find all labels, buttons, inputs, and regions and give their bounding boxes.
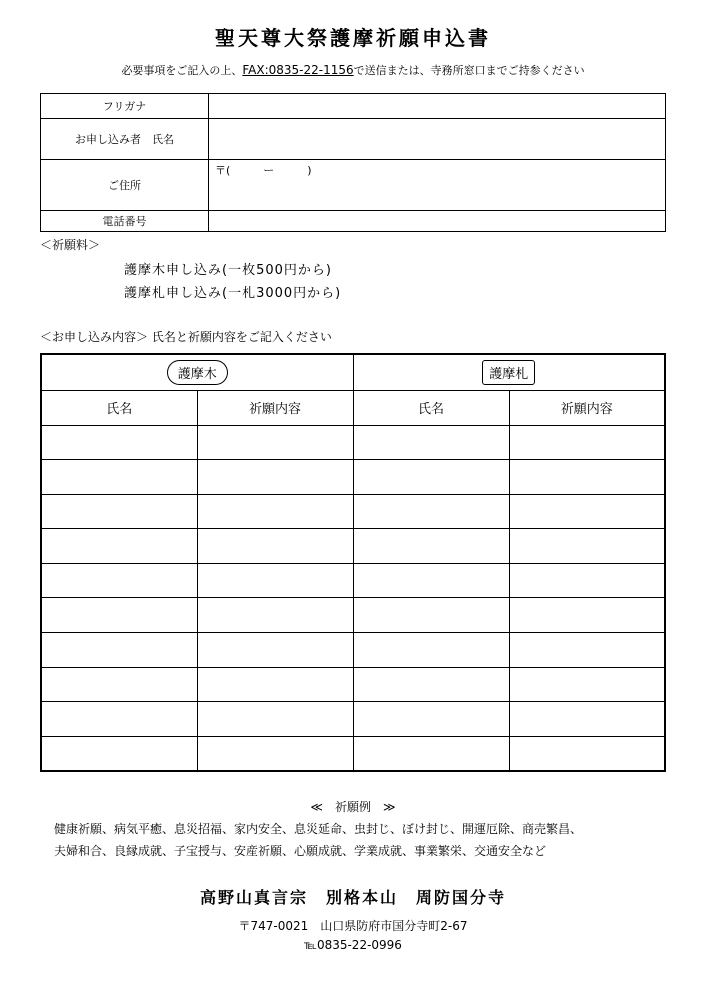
fuda-wish-cell[interactable]: [509, 598, 665, 633]
examples-line-1: 健康祈願、病気平癒、息災招福、家内安全、息災延命、虫封じ、ぼけ封じ、開運厄除、商売繁昌、: [54, 822, 583, 836]
col-wish-header: 祈願内容: [509, 390, 665, 425]
order-row: [41, 702, 665, 737]
furigana-label: フリガナ: [41, 94, 209, 119]
fuda-wish-cell[interactable]: [509, 633, 665, 668]
instruction-text-before: 必要事項をご記入の上、: [121, 64, 243, 77]
fuda-name-cell[interactable]: [353, 460, 509, 495]
wood-name-cell[interactable]: [41, 667, 197, 702]
wood-wish-cell[interactable]: [197, 460, 353, 495]
wood-wish-cell[interactable]: [197, 494, 353, 529]
goma-fuda-fee: 護摩札申し込み(一札3000円から): [124, 286, 342, 301]
fuda-name-cell[interactable]: [353, 494, 509, 529]
order-heading: ＜お申し込み内容＞ 氏名と祈願内容をご記入ください: [40, 330, 332, 344]
wood-wish-cell[interactable]: [197, 633, 353, 668]
temple-address: 〒747-0021 山口県防府市国分寺町2-67: [238, 919, 468, 933]
temple-phone: ℡0835-22-0996: [304, 938, 402, 952]
wood-name-cell[interactable]: [41, 633, 197, 668]
goma-wood-fee: 護摩木申し込み(一枚500円から): [124, 263, 332, 278]
wood-name-cell[interactable]: [41, 425, 197, 460]
form-title: 聖天尊大祭護摩祈願申込書: [215, 26, 491, 50]
wood-wish-cell[interactable]: [197, 529, 353, 564]
order-row: [41, 563, 665, 598]
fuda-wish-cell[interactable]: [509, 702, 665, 737]
fuda-name-cell[interactable]: [353, 736, 509, 771]
wood-name-cell[interactable]: [41, 529, 197, 564]
fax-number: FAX:0835-22-1156: [242, 63, 354, 77]
fuda-wish-cell[interactable]: [509, 667, 665, 702]
goma-fuda-section: [353, 354, 665, 390]
fuda-name-cell[interactable]: [353, 425, 509, 460]
fuda-name-cell[interactable]: [353, 563, 509, 598]
phone-field[interactable]: [209, 211, 666, 232]
phone-label: 電話番号: [41, 211, 209, 232]
wood-name-cell[interactable]: [41, 494, 197, 529]
order-table: [40, 353, 666, 772]
goma-wood-badge: 護摩木: [167, 360, 228, 385]
furigana-field[interactable]: [209, 94, 666, 119]
address-field[interactable]: [209, 160, 666, 211]
order-row: [41, 460, 665, 495]
fuda-wish-cell[interactable]: [509, 494, 665, 529]
wood-name-cell[interactable]: [41, 460, 197, 495]
applicant-info-table: [40, 93, 666, 232]
temple-name: 高野山真言宗 別格本山 周防国分寺: [199, 888, 506, 907]
wood-name-cell[interactable]: [41, 736, 197, 771]
fuda-wish-cell[interactable]: [509, 460, 665, 495]
wood-wish-cell[interactable]: [197, 563, 353, 598]
order-rows: [41, 425, 665, 771]
applicant-name-label: お申し込み者 氏名: [41, 119, 209, 160]
wood-wish-cell[interactable]: [197, 425, 353, 460]
fees-heading: ＜祈願料＞: [40, 238, 101, 252]
fuda-wish-cell[interactable]: [509, 736, 665, 771]
wood-name-cell[interactable]: [41, 598, 197, 633]
order-row: [41, 529, 665, 564]
fuda-name-cell[interactable]: [353, 598, 509, 633]
postal-code-prefix: 〒( ー ): [215, 164, 312, 177]
instruction-text-after: で送信または、寺務所窓口までご持参ください: [353, 64, 585, 77]
col-name-header: 氏名: [353, 390, 509, 425]
wood-wish-cell[interactable]: [197, 702, 353, 737]
applicant-name-field[interactable]: [209, 119, 666, 160]
goma-fuda-badge: 護摩札: [482, 360, 535, 385]
order-row: [41, 598, 665, 633]
fuda-name-cell[interactable]: [353, 633, 509, 668]
order-row: [41, 736, 665, 771]
wood-wish-cell[interactable]: [197, 736, 353, 771]
wood-wish-cell[interactable]: [197, 598, 353, 633]
examples-line-2: 夫婦和合、良縁成就、子宝授与、安産祈願、心願成就、学業成就、事業繁栄、交通安全など: [54, 844, 547, 858]
fuda-name-cell[interactable]: [353, 667, 509, 702]
instructions: [0, 62, 706, 78]
order-row: [41, 425, 665, 460]
address-label: ご住所: [41, 160, 209, 211]
fuda-wish-cell[interactable]: [509, 529, 665, 564]
order-row: [41, 494, 665, 529]
fuda-wish-cell[interactable]: [509, 563, 665, 598]
wood-wish-cell[interactable]: [197, 667, 353, 702]
wood-name-cell[interactable]: [41, 702, 197, 737]
fuda-name-cell[interactable]: [353, 702, 509, 737]
examples-heading: ≪ 祈願例 ≫: [310, 800, 396, 814]
fuda-name-cell[interactable]: [353, 529, 509, 564]
order-row: [41, 633, 665, 668]
col-wish-header: 祈願内容: [197, 390, 353, 425]
goma-wood-section: [41, 354, 353, 390]
fuda-wish-cell[interactable]: [509, 425, 665, 460]
col-name-header: 氏名: [41, 390, 197, 425]
wood-name-cell[interactable]: [41, 563, 197, 598]
order-row: [41, 667, 665, 702]
